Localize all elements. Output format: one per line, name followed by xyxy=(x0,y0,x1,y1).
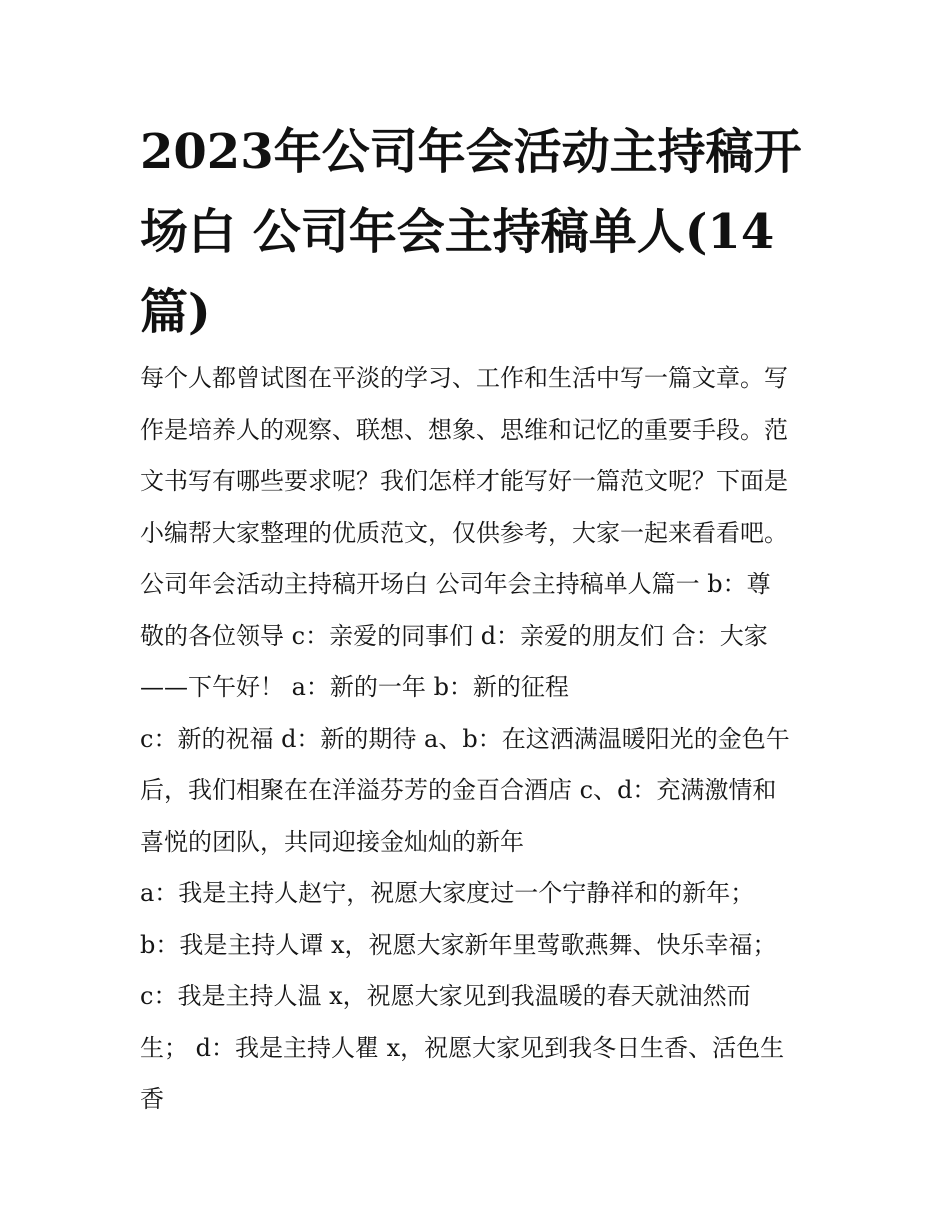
body-line: 每个人都曾试图在平淡的学习、工作和生活中写一篇文章。写 xyxy=(140,364,788,392)
body-line: 喜悦的团队，共同迎接金灿灿的新年 xyxy=(140,827,524,856)
document-body xyxy=(140,353,830,1126)
body-line: 文书写有哪些要求呢？我们怎样才能写好一篇范文呢？下面是 xyxy=(140,467,788,495)
body-line: b：我是主持人谭 x，祝愿大家新年里莺歌燕舞、快乐幸福； xyxy=(140,930,777,959)
body-line: c：新的祝福 d：新的期待 a、b：在这洒满温暖阳光的金色午 xyxy=(140,724,790,753)
body-line: 香 xyxy=(140,1085,164,1113)
body-line: 生； d：我是主持人瞿 x，祝愿大家见到我冬日生香、活色生 xyxy=(140,1033,785,1062)
body-line: c：我是主持人温 x，祝愿大家见到我温暖的春天就油然而 xyxy=(140,982,751,1010)
body-line: 作是培养人的观察、联想、想象、思维和记忆的重要手段。范 xyxy=(140,415,788,444)
document-title xyxy=(140,112,820,352)
title-line: 篇) xyxy=(140,284,211,340)
title-line: 场白 公司年会主持稿单人(14 xyxy=(140,204,775,260)
body-line: a：我是主持人赵宁，祝愿大家度过一个宁静祥和的新年； xyxy=(140,879,755,907)
body-line: 后，我们相聚在在洋溢芬芳的金百合酒店 c、d：充满激情和 xyxy=(140,776,777,804)
body-line: 敬的各位领导 c：亲爱的同事们 d：亲爱的朋友们 合：大家 xyxy=(140,621,768,650)
body-line: 小编帮大家整理的优质范文，仅供参考，大家一起来看看吧。 xyxy=(140,518,788,547)
body-line: ——下午好！ a：新的一年 b：新的征程 xyxy=(140,673,569,701)
title-line: 2023年公司年会活动主持稿开 xyxy=(140,124,802,180)
body-line: 公司年会活动主持稿开场白 公司年会主持稿单人篇一 b：尊 xyxy=(140,570,771,598)
